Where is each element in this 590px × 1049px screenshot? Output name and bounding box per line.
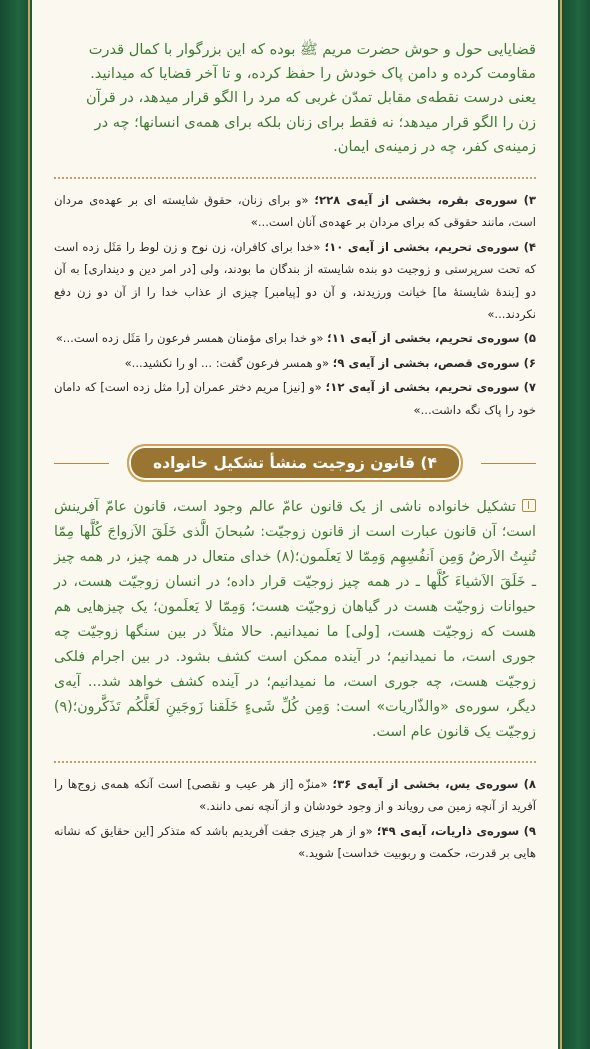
footnote-lead: ۴) سوره‌ی تحریم، بخشی از آیه‌ی ۱۰؛ [324, 239, 536, 254]
intro-paragraph [54, 38, 536, 159]
footnote-9 [54, 820, 536, 865]
intro-line: مقاومت کرده و دامن پاک خودش را حفظ کرده، و تا آخر قضایا که میدانید. [90, 65, 536, 83]
footnote-6 [54, 352, 536, 374]
header-rule-right [481, 463, 536, 464]
dotted-divider [54, 177, 536, 179]
footnote-4 [54, 236, 536, 326]
footnote-3 [54, 189, 536, 234]
footnote-7 [54, 376, 536, 421]
section-header [54, 443, 536, 483]
footnote-8 [54, 773, 536, 818]
intro-line: زمینه‌ی کفر، چه در زمینه‌ی ایمان. [333, 137, 536, 155]
footnote-text: «و خدا برای مؤمنان همسر فرعون را مَثَل زده است...» [55, 331, 324, 346]
body-text: تشکیل خانواده ناشی از یک قانون عامّ عالم وجود است، قانون عامّ آفرینش است؛ آن قانون عبارت است از قانون زوجیّت: سُبحانَ الَّذی خَلَقَ الاَزواجَ کُلَّها مِمّا تُنبِتُ الاَرضُ وَمِن اَنفُسِهِم وَمِمّا لا یَعلَمون؛(۸) خدای متعال در همه چیز، در همه چیز ـ خَلَقَ الاَشیاءَ کُلَّها ـ در همه چیز زوجیّت قرار داده؛ در انسان زوجیّت هست، در حیوانات زوجیّت هست در گیاهان زوجیّت هست؛ وَمِمّا لا یَعلَمون؛ یک چیزهایی هم هست که زوجیّت هست، [ولی] ما نمیدانیم. حالا مثلاً در بین سنگها زوجیّت چه جوری است، ما نمیدانیم؛ در آینده ممکن است کشف بشود. در بین اجرام فلکی زوجیّت هست، چه جوری است، ما نمیدانیم؛ در آینده کشف خواهد شد... آیه‌ی دیگر، سوره‌ی «والذّاریات» است: وَمِن کُلِّ شَیءٍ خَلَقنا زَوجَینِ لَعَلَّکُم تَذَکَّرون؛(۹) زوجیّت یک قانون عام است. [54, 499, 536, 741]
footnote-text: «و از هر چیزی جفت آفریدیم باشد که متذکر [این حقایق که نشانه هایی بر قدرت، حکمت و ربوبیت خداست] شوید.» [54, 823, 536, 861]
dotted-divider [54, 761, 536, 763]
footnotes-second [54, 773, 536, 865]
footnote-lead: ۳) سوره‌ی بقره، بخشی از آیه‌ی ۲۲۸؛ [314, 193, 536, 208]
right-gold-rule [560, 0, 562, 1049]
document-page [32, 0, 558, 1049]
footnote-lead: ۵) سوره‌ی تحریم، بخشی از آیه‌ی ۱۱؛ [327, 331, 536, 346]
header-rule-left [54, 463, 109, 464]
intro-line: قضایایی حول و حوش حضرت مریم ﷺ بوده که این بزرگوار با کمال قدرت [88, 41, 536, 58]
footnote-lead: ۶) سوره‌ی قصص، بخشی از آیه‌ی ۹؛ [332, 355, 536, 370]
left-gold-rule [28, 0, 30, 1049]
left-frame [0, 0, 30, 1049]
right-frame [560, 0, 590, 1049]
book-icon [522, 499, 536, 512]
footnote-text: «و برای زنان، حقوق شایسته ای بر عهده‌ی مردان است، مانند حقوقی که برای مردان بر عهده‌ی آنان است...» [54, 193, 536, 230]
footnote-lead: ۸) سوره‌ی یس، بخشی از آیه‌ی ۳۶؛ [332, 777, 536, 792]
section-title: ۴) قانون زوجیت منشأ تشکیل خانواده [127, 444, 463, 482]
footnote-lead: ۷) سوره‌ی تحریم، بخشی از آیه‌ی ۱۲؛ [325, 380, 536, 395]
footnotes-first [54, 189, 536, 421]
footnote-5 [54, 327, 536, 349]
body-paragraph [54, 495, 536, 745]
footnote-text: «و همسر فرعون گفت: ... او را نکشید...» [124, 355, 330, 370]
intro-line: یعنی درست نقطه‌ی مقابل تمدّن غربی که مرد را الگو قرار میدهد، در قرآن [85, 89, 536, 107]
intro-line: زن را الگو قرار میدهد؛ نه فقط برای زنان بلکه برای همه‌ی انسانها؛ چه در [94, 113, 536, 131]
footnote-text: «منزّه [از هر عیب و نقصی] است آنکه همه‌ی زوج‌ها را آفرید از آنچه زمین می رویاند و از وجود خودشان و از آنچه نمی دانند.» [54, 777, 536, 814]
footnote-text: «خدا برای کافران، زن نوح و زن لوط را مَثَل زده است که تحت سرپرستی و زوجیت دو بنده شایسته از بندگان ما بودند، ولی [در امر دین و دینداری] به آن دو [بندهٔ شایستهٔ ما] خیانت ورزیدند، و آن دو [پیامبر] چیزی از عذاب خدا را از آن دو زن دفع نکردند...» [54, 239, 536, 322]
footnote-text: «و [نیز] مریم دختر عمران [را مثل زده است] که دامان خود را پاک نگه داشت...» [54, 380, 536, 417]
footnote-lead: ۹) سوره‌ی ذاریات، آیه‌ی ۴۹؛ [376, 823, 536, 838]
